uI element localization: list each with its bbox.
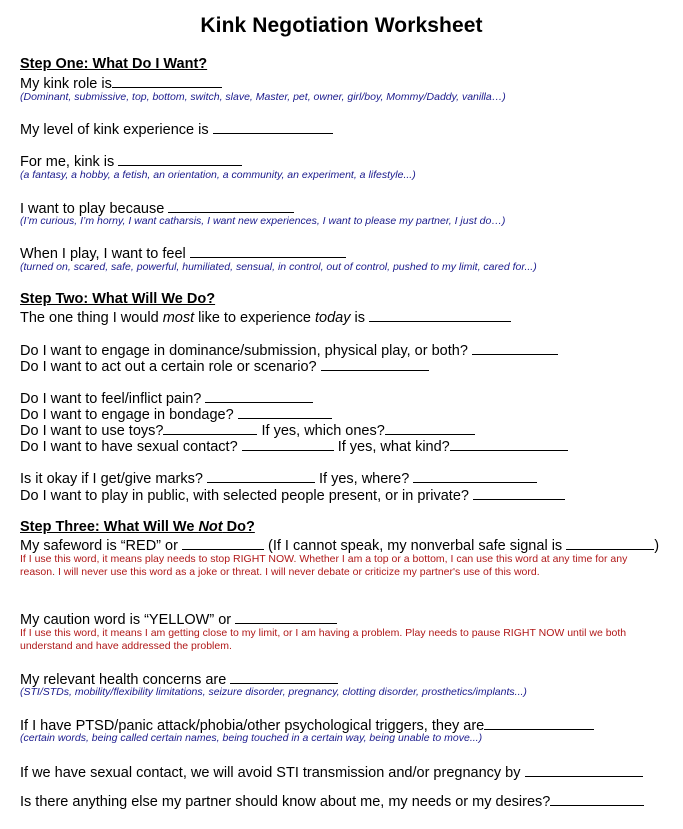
health-label: My relevant health concerns are — [20, 672, 227, 688]
safeword-label: My safeword is “RED” or — [20, 538, 178, 554]
play-because-hint: (I’m curious, I’m horny, I want catharsis, I want new experiences, I want to please my partner, I just do…) — [20, 215, 506, 227]
ptsd-label: If I have PTSD/panic attack/phobia/other psychological triggers, they are — [20, 718, 485, 734]
health-hint: (STI/STDs, mobility/flexibility limitations, seizure disorder, pregnancy, clotting disorder, prosthetics/implants...) — [20, 686, 527, 698]
step-three-heading-not: Not — [198, 519, 223, 535]
role-hint: (Dominant, submissive, top, bottom, switch, slave, Master, pet, owner, girl/boy, Mommy/Daddy, vanilla…) — [20, 91, 506, 103]
pain-question: Do I want to feel/inflict pain? — [20, 391, 202, 407]
kink-is-blank[interactable] — [118, 152, 242, 166]
sti-line — [20, 763, 643, 782]
sti-blank[interactable] — [525, 763, 643, 777]
marks-question: Is it okay if I get/give marks? — [20, 471, 203, 487]
anything-else-line — [20, 792, 644, 811]
role-scenario-line — [20, 357, 429, 376]
dominance-question: Do I want to engage in dominance/submission, physical play, or both? — [20, 343, 468, 359]
step-three-heading-b: Do? — [222, 519, 255, 535]
role-label: My kink role is — [20, 76, 112, 92]
one-thing-text-a: The one thing I would — [20, 310, 163, 326]
sexual-question: Do I want to have sexual contact? — [20, 439, 238, 455]
one-thing-text-b: like to experience — [194, 310, 316, 326]
anything-else-label: Is there anything else my partner should know about me, my needs or my desires? — [20, 794, 551, 810]
safeword-note: If I use this word, it means play needs to stop RIGHT NOW. Whether I am a top or a bottom, I can use this word at any time for any reason. I will never use this word as a joke or threat. I will never debate or criticize my partner's use of this word. — [20, 553, 628, 578]
ptsd-hint: (certain words, being called certain names, being touched in a certain way, being unable to move...) — [20, 732, 483, 744]
bondage-blank[interactable] — [238, 405, 332, 419]
one-thing-line — [20, 308, 511, 327]
step-one-heading: Step One: What Do I Want? — [20, 56, 208, 72]
feel-hint: (turned on, scared, safe, powerful, humiliated, sensual, in control, out of control, pushed to my limit, cared for...) — [20, 261, 537, 273]
play-because-blank[interactable] — [168, 199, 294, 213]
toys-blank[interactable] — [163, 421, 257, 435]
pain-blank[interactable] — [205, 389, 313, 403]
sexual-followup: If yes, what kind? — [337, 439, 450, 455]
caution-note: If I use this word, it means I am getting close to my limit, or I am having a problem. Play needs to pause RIGHT NOW until we both understand and have addressed the problem. — [20, 627, 627, 652]
sexual-blank[interactable] — [242, 437, 334, 451]
step-two-heading: Step Two: What Will We Do? — [20, 291, 216, 307]
kink-is-label: For me, kink is — [20, 154, 115, 170]
experience-blank[interactable] — [213, 120, 333, 134]
one-thing-text-c: is — [350, 310, 365, 326]
sexual-followup-blank[interactable] — [450, 437, 568, 451]
worksheet-title: Kink Negotiation Worksheet — [200, 14, 483, 37]
caution-blank[interactable] — [235, 610, 337, 624]
role-blank[interactable] — [112, 74, 222, 88]
ptsd-blank[interactable] — [484, 716, 594, 730]
one-thing-today: today — [315, 310, 351, 326]
role-scenario-blank[interactable] — [321, 357, 429, 371]
safe-signal-label: (If I cannot speak, my nonverbal safe signal is — [267, 538, 563, 554]
sti-label: If we have sexual contact, we will avoid STI transmission and/or pregnancy by — [20, 765, 521, 781]
public-line — [20, 486, 565, 505]
step-three-heading-a: Step Three: What Will We — [20, 519, 199, 535]
kink-is-hint: (a fantasy, a hobby, a fetish, an orientation, a community, an experiment, a lifestyle...) — [20, 169, 416, 181]
marks-followup: If yes, where? — [319, 471, 410, 487]
role-scenario-question: Do I want to act out a certain role or scenario? — [20, 359, 317, 375]
play-because-label: I want to play because — [20, 201, 165, 217]
toys-followup: If yes, which ones? — [261, 423, 385, 439]
health-blank[interactable] — [230, 670, 338, 684]
public-blank[interactable] — [473, 486, 565, 500]
experience-line — [20, 120, 333, 139]
one-thing-blank[interactable] — [369, 308, 511, 322]
safeword-blank[interactable] — [182, 536, 264, 550]
step-three-heading — [20, 519, 255, 536]
anything-else-blank[interactable] — [550, 792, 644, 806]
caution-label: My caution word is “YELLOW” or — [20, 612, 232, 628]
bondage-question: Do I want to engage in bondage? — [20, 407, 234, 423]
safe-signal-close: ) — [654, 538, 660, 554]
experience-label: My level of kink experience is — [20, 122, 209, 138]
safe-signal-blank[interactable] — [566, 536, 654, 550]
sexual-line — [20, 437, 568, 456]
public-question: Do I want to play in public, with selected people present, or in private? — [20, 488, 469, 504]
toys-question: Do I want to use toys? — [20, 423, 164, 439]
toys-followup-blank[interactable] — [385, 421, 475, 435]
feel-blank[interactable] — [190, 244, 346, 258]
feel-label: When I play, I want to feel — [20, 246, 186, 262]
one-thing-most: most — [162, 310, 195, 326]
dominance-blank[interactable] — [472, 341, 558, 355]
marks-blank[interactable] — [207, 469, 315, 483]
marks-followup-blank[interactable] — [413, 469, 537, 483]
